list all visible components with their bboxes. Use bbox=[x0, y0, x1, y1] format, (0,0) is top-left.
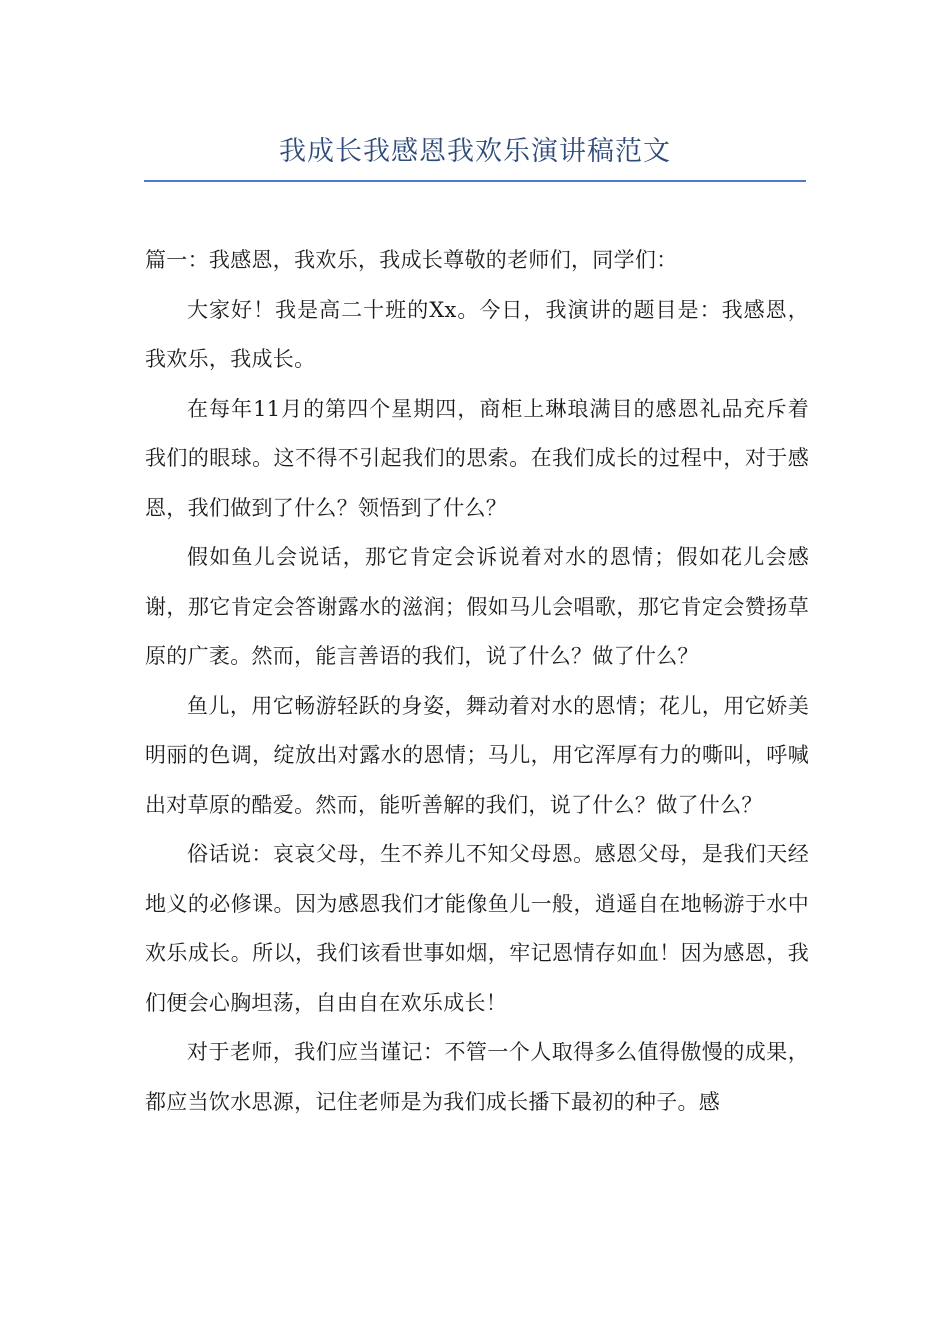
document-body bbox=[145, 236, 809, 1127]
paragraph-3: 在每年11月的第四个星期四，商柜上琳琅满目的感恩礼品充斥着我们的眼球。这不得不引起我们的思索。在我们成长的过程中，对于感恩，我们做到了什么？领悟到了什么？ bbox=[145, 396, 809, 520]
title-underline bbox=[144, 180, 806, 182]
paragraph-5: 鱼儿，用它畅游轻跃的身姿，舞动着对水的恩情；花儿，用它娇美明丽的色调，绽放出对露水的恩情；马儿，用它浑厚有力的嘶叫，呼喊出对草原的酷爱。然而，能听善解的我们，说了什么？做了什么？ bbox=[145, 693, 809, 817]
paragraph-4: 假如鱼儿会说话，那它肯定会诉说着对水的恩情；假如花儿会感谢，那它肯定会答谢露水的滋润；假如马儿会唱歌，那它肯定会赞扬草原的广袤。然而，能言善语的我们，说了什么？做了什么？ bbox=[145, 545, 809, 668]
paragraph-1: 篇一：我感恩，我欢乐，我成长尊敬的老师们，同学们： bbox=[145, 248, 678, 272]
paragraph-6: 俗话说：哀哀父母，生不养儿不知父母恩。感恩父母，是我们天经地义的必修课。因为感恩我们才能像鱼儿一般，逍遥自在地畅游于水中欢乐成长。所以，我们该看世事如烟，牢记恩情存如血！因为感恩，我们便会心胸坦荡，自由自在欢乐成长！ bbox=[145, 842, 809, 1015]
paragraph-7: 对于老师，我们应当谨记：不管一个人取得多么值得傲慢的成果，都应当饮水思源，记住老师是为我们成长播下最初的种子。感 bbox=[145, 1040, 809, 1114]
document-title: 我成长我感恩我欢乐演讲稿范文 bbox=[279, 136, 671, 167]
paragraph-2: 大家好！我是高二十班的Xx。今日，我演讲的题目是：我感恩，我欢乐，我成长。 bbox=[145, 297, 809, 371]
